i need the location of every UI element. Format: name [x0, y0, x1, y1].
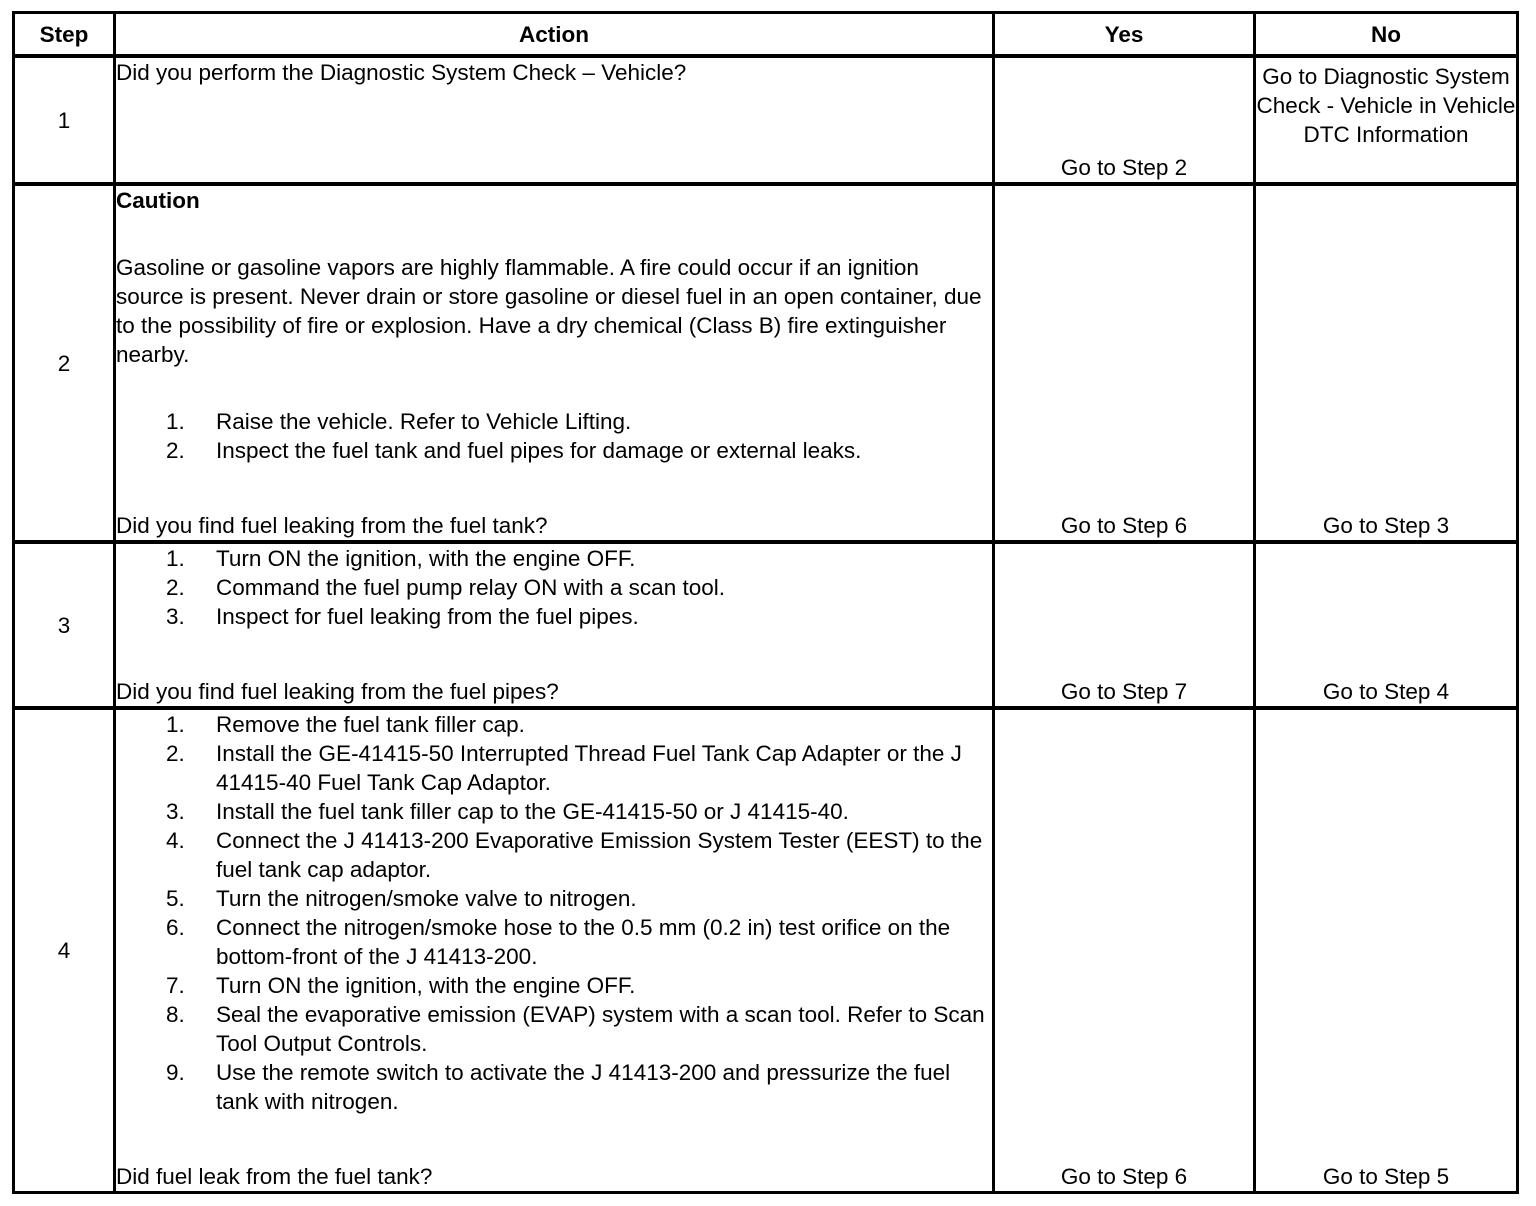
- list-item: [116, 913, 992, 971]
- caution-title: Caution: [116, 188, 200, 214]
- list-item: [116, 739, 992, 797]
- item-text: Inspect for fuel leaking from the fuel pipes.: [216, 604, 639, 630]
- list-item: [116, 826, 992, 884]
- table-row: [14, 708, 1518, 1192]
- question-text: Did you find fuel leaking from the fuel pipes?: [116, 679, 559, 705]
- caution-text: Gasoline or gasoline vapors are highly flammable. A fire could occur if an ignition source is present. Never drain or store gasoline or diesel fuel in an open container, due to the possibility of fire or explosion. Have a dry chemical (Class B) fire extinguisher nearby.: [116, 255, 982, 368]
- question-text: Did you find fuel leaking from the fuel tank?: [116, 513, 548, 539]
- header-row: [14, 13, 1518, 57]
- table-row: [14, 56, 1518, 184]
- item-text: Install the GE-41415-50 Interrupted Thread Fuel Tank Cap Adapter or the J 41415-40 Fuel Tank Cap Adaptor.: [216, 741, 962, 796]
- item-text: Raise the vehicle. Refer to Vehicle Lifting.: [216, 409, 632, 435]
- header-no: No: [1255, 13, 1518, 57]
- no-cell: Go to Step 4: [1255, 542, 1518, 708]
- action-cell: [115, 56, 994, 184]
- yes-cell: Go to Step 2: [994, 56, 1255, 184]
- item-text: Remove the fuel tank filler cap.: [216, 712, 525, 738]
- item-text: Command the fuel pump relay ON with a scan tool.: [216, 575, 725, 601]
- item-text: Connect the J 41413-200 Evaporative Emission System Tester (EEST) to the fuel tank cap adaptor.: [216, 828, 983, 883]
- item-text: Turn ON the ignition, with the engine OFF.: [216, 973, 636, 999]
- item-number: 2.: [166, 575, 185, 601]
- item-number: 1.: [166, 712, 185, 738]
- item-number: 6.: [166, 915, 185, 941]
- header-action: Action: [115, 13, 994, 57]
- diagnostic-table: [12, 11, 1519, 1194]
- step-number: 1: [14, 56, 115, 184]
- list-item: [116, 407, 992, 436]
- item-number: 2.: [166, 741, 185, 767]
- procedure-list: [116, 710, 992, 1116]
- step-number: 4: [14, 708, 115, 1192]
- action-cell: [115, 708, 994, 1192]
- header-yes: Yes: [994, 13, 1255, 57]
- action-cell: [115, 184, 994, 542]
- list-item: [116, 436, 992, 465]
- item-number: 7.: [166, 973, 185, 999]
- item-text: Install the fuel tank filler cap to the GE-41415-50 or J 41415-40.: [216, 799, 849, 825]
- question-text: Did fuel leak from the fuel tank?: [116, 1164, 433, 1189]
- no-cell: Go to Diagnostic System Check - Vehicle in Vehicle DTC Information: [1255, 56, 1518, 184]
- item-number: 8.: [166, 1002, 185, 1028]
- list-item: [116, 573, 992, 602]
- list-item: [116, 884, 992, 913]
- question-text: Did you perform the Diagnostic System Check – Vehicle?: [116, 60, 687, 86]
- item-text: Turn ON the ignition, with the engine OFF.: [216, 546, 636, 572]
- item-number: 3.: [166, 799, 185, 825]
- item-text: Inspect the fuel tank and fuel pipes for damage or external leaks.: [216, 438, 862, 464]
- action-cell: [115, 542, 994, 708]
- list-item: [116, 602, 992, 631]
- procedure-list: [116, 407, 992, 465]
- list-item: [116, 797, 992, 826]
- list-item: [116, 710, 992, 739]
- item-number: 5.: [166, 886, 185, 912]
- item-text: Turn the nitrogen/smoke valve to nitrogen.: [216, 886, 637, 912]
- table-row: [14, 184, 1518, 542]
- item-number: 1.: [166, 409, 185, 435]
- step-number: 3: [14, 542, 115, 708]
- item-number: 2.: [166, 438, 185, 464]
- header-step: Step: [14, 13, 115, 57]
- item-text: Connect the nitrogen/smoke hose to the 0.5 mm (0.2 in) test orifice on the bottom-front of the J 41413-200.: [216, 915, 951, 970]
- list-item: [116, 1058, 992, 1116]
- item-number: 9.: [166, 1060, 185, 1086]
- no-cell: Go to Step 3: [1255, 184, 1518, 542]
- yes-cell: Go to Step 6: [994, 184, 1255, 542]
- item-number: 1.: [166, 546, 185, 572]
- item-text: Seal the evaporative emission (EVAP) system with a scan tool. Refer to Scan Tool Output Controls.: [216, 1002, 985, 1057]
- procedure-list: [116, 544, 992, 631]
- list-item: [116, 544, 992, 573]
- list-item: [116, 971, 992, 1000]
- item-number: 4.: [166, 828, 185, 854]
- yes-cell: Go to Step 7: [994, 542, 1255, 708]
- item-text: Use the remote switch to activate the J 41413-200 and pressurize the fuel tank with nitrogen.: [216, 1060, 951, 1115]
- list-item: [116, 1000, 992, 1058]
- table-row: [14, 542, 1518, 708]
- yes-cell: Go to Step 6: [994, 708, 1255, 1192]
- item-number: 3.: [166, 604, 185, 630]
- no-cell: Go to Step 5: [1255, 708, 1518, 1192]
- step-number: 2: [14, 184, 115, 542]
